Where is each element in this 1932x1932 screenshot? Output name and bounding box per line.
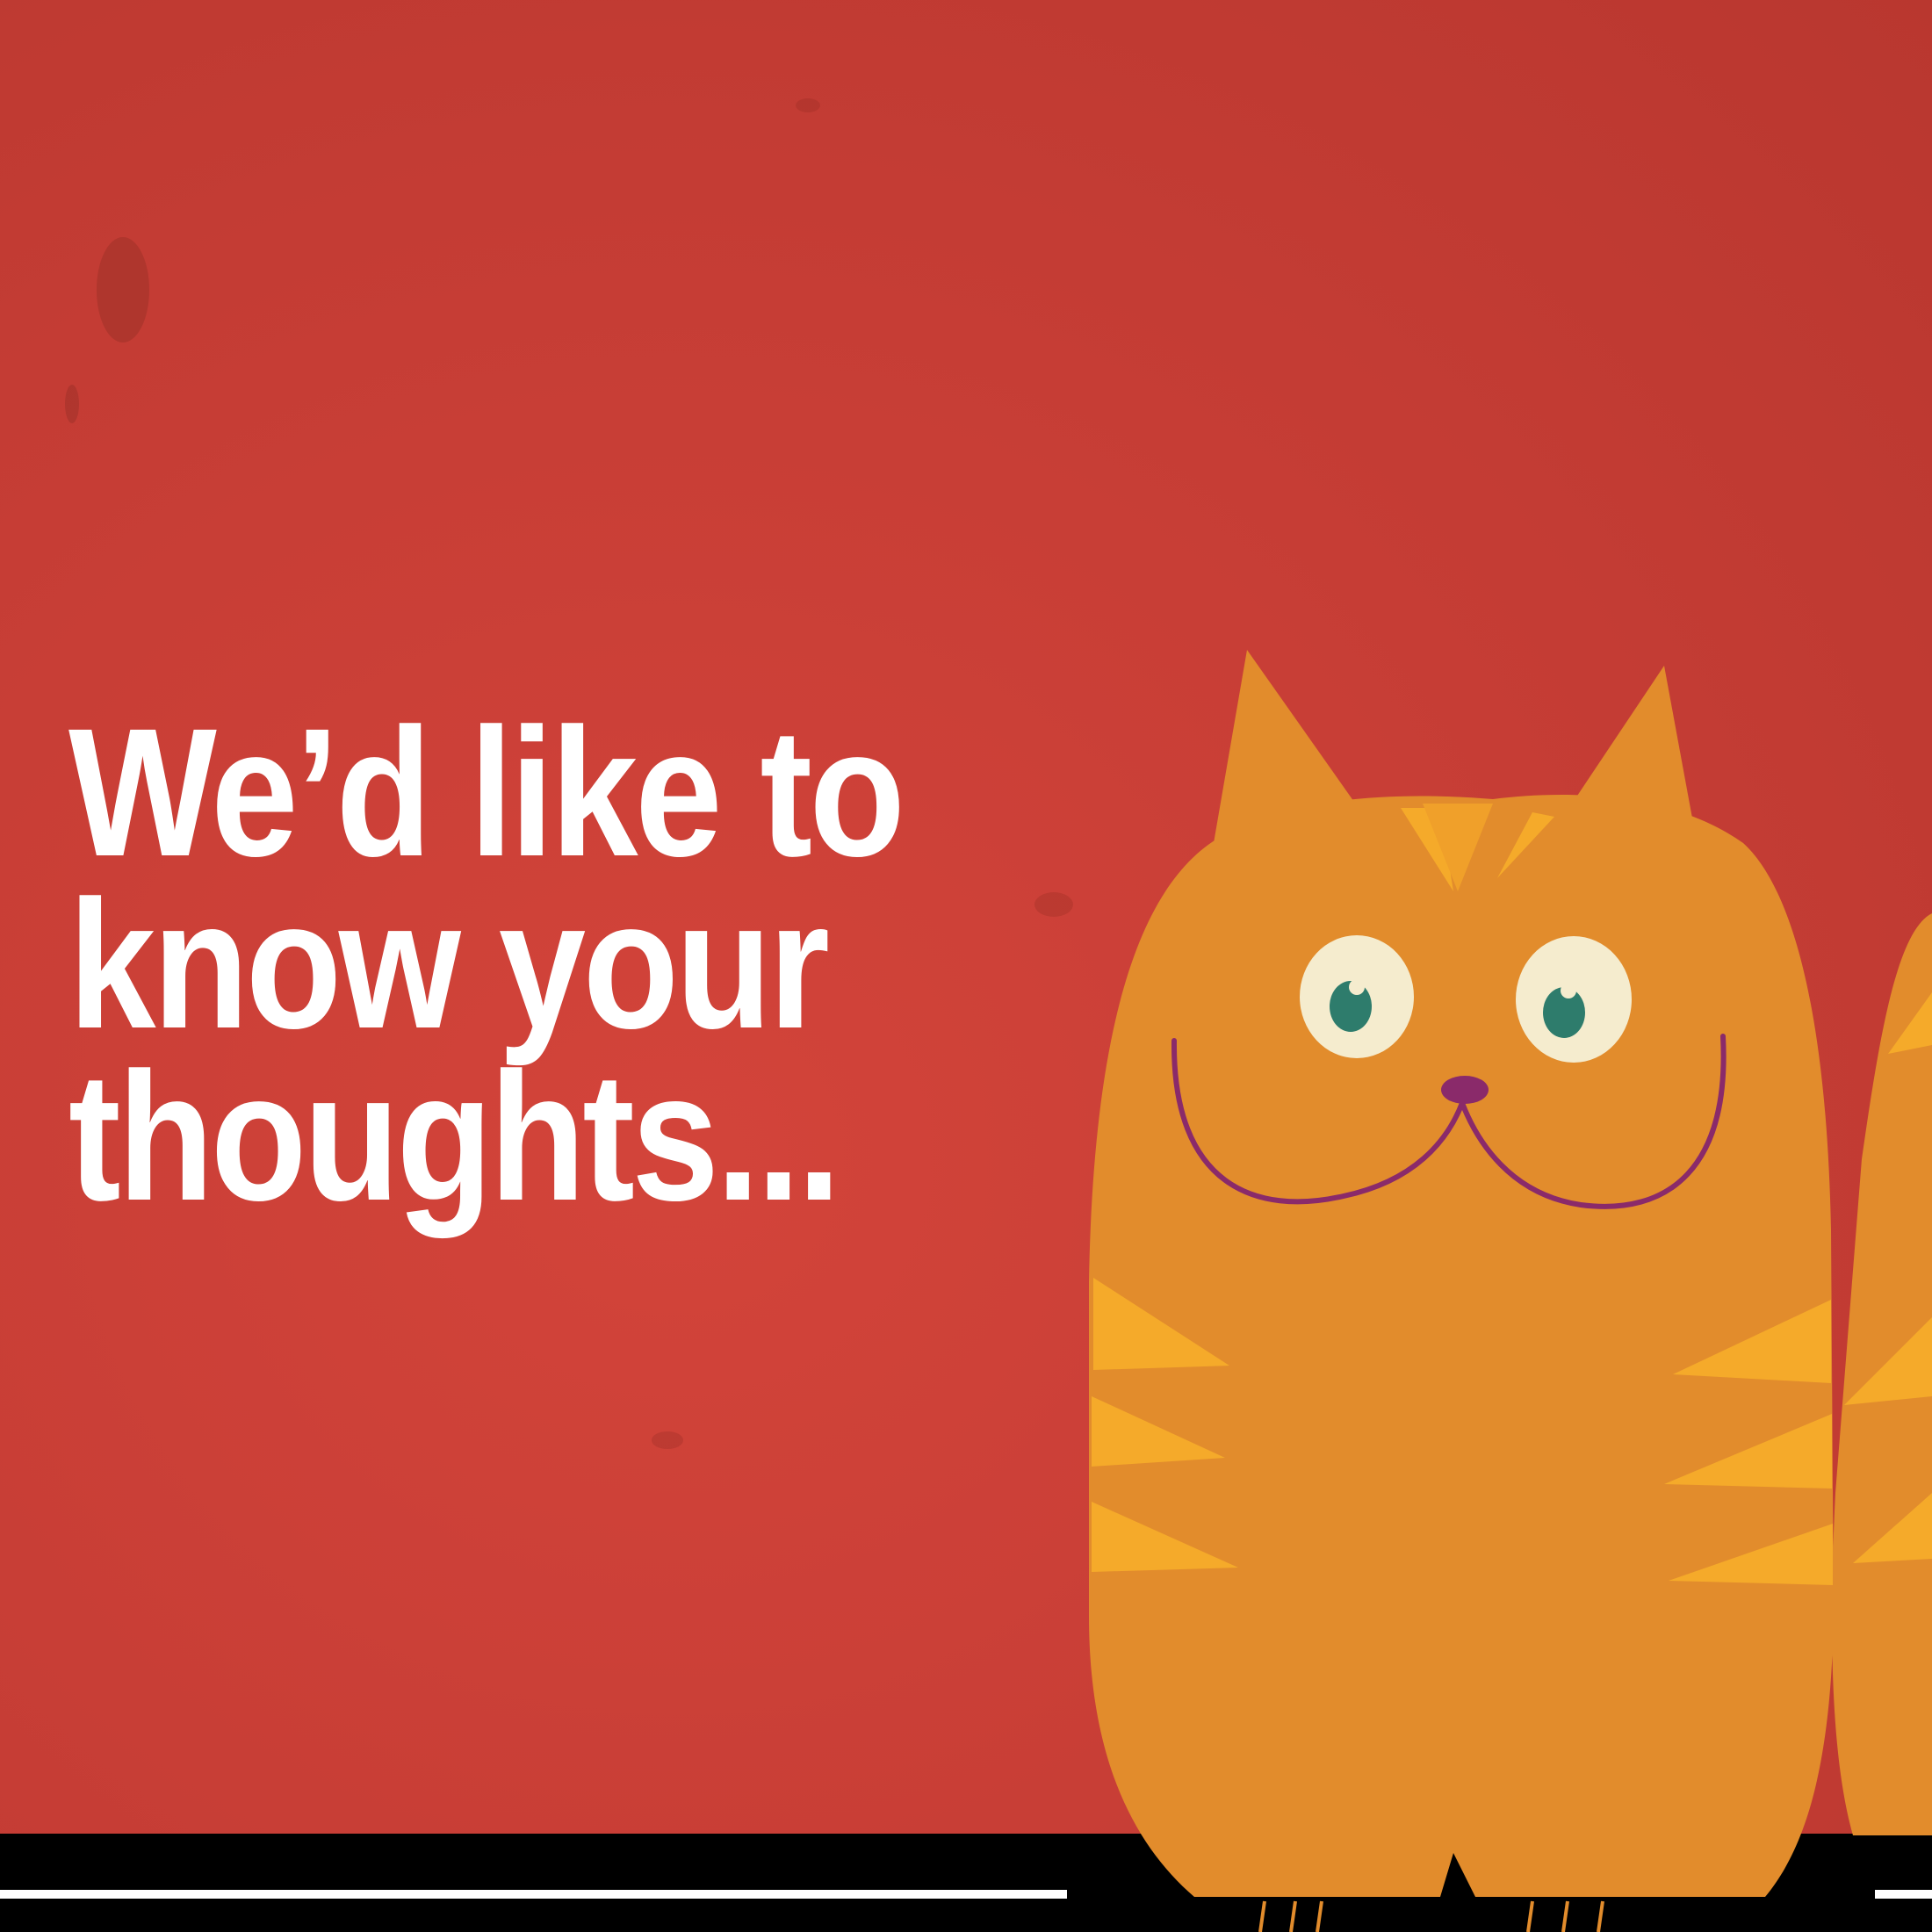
headline-line-1: We’d like to	[68, 691, 903, 895]
cat-eye-left	[1300, 935, 1414, 1058]
cat-eye-right	[1516, 936, 1632, 1063]
white-line-right	[1875, 1890, 1932, 1899]
headline	[68, 691, 903, 1239]
white-line-left	[0, 1890, 1067, 1899]
headline-line-2: know your	[68, 863, 827, 1067]
cat-body	[1089, 795, 1834, 1897]
headline-line-3: thoughts...	[68, 1035, 839, 1239]
cat-illustration	[1089, 650, 1834, 1932]
second-cat-partial	[1832, 913, 1932, 1835]
cat-nose	[1441, 1076, 1489, 1104]
